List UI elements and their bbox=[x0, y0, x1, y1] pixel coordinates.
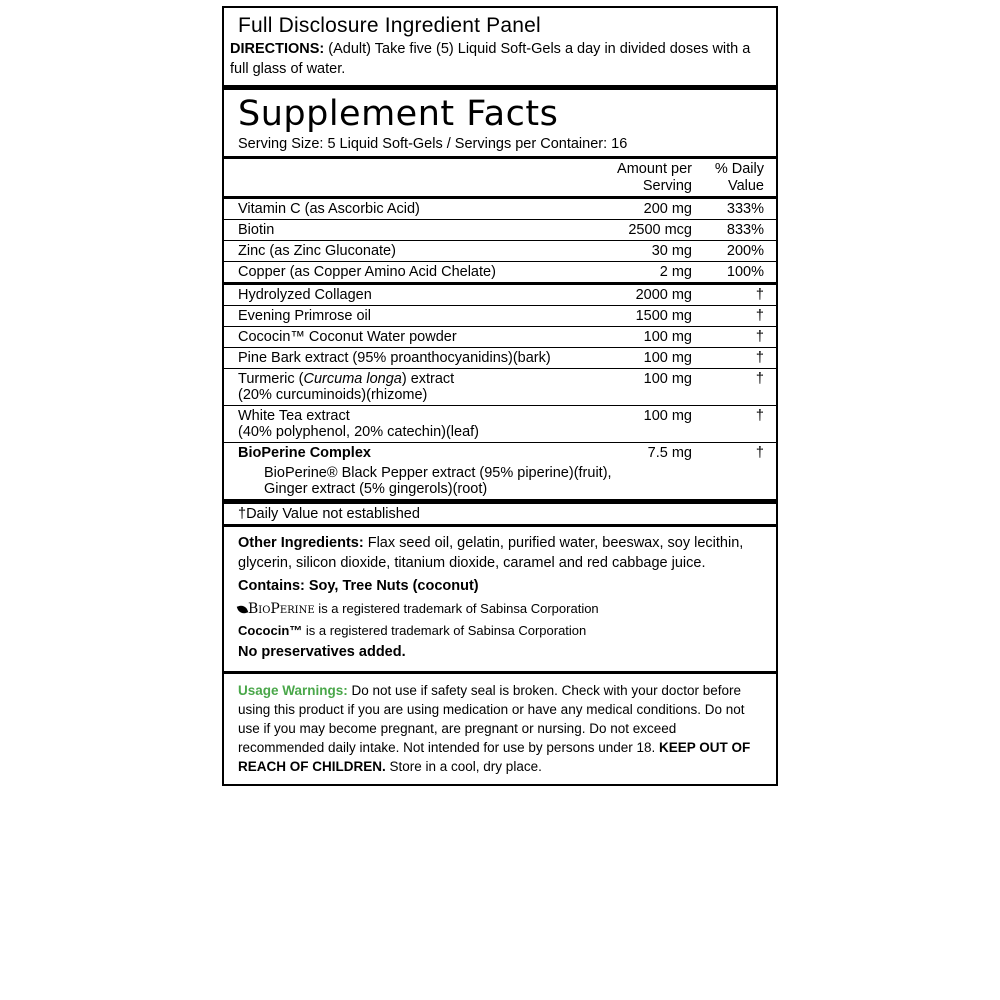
cococin-mark: Cococin™ bbox=[238, 623, 303, 639]
other-ingredients-text: Flax seed oil, gelatin, purified water, beeswax, soy lecithin, glycerin, silicon dioxide, titanium dioxide, caramel and red cabbage juice. bbox=[238, 535, 744, 571]
complex-name: BioPerine Complex bbox=[238, 445, 371, 462]
ingredient-dv: † bbox=[755, 308, 764, 325]
complex-dv: † bbox=[755, 445, 764, 462]
nutrient-amount: 200 mg bbox=[643, 201, 692, 218]
header-amount bbox=[597, 159, 702, 196]
ingredient-amount: 100 mg bbox=[643, 408, 692, 425]
ingredient-amount: 100 mg bbox=[643, 329, 692, 346]
bioperine-mark: BioPerine bbox=[248, 600, 315, 617]
ingredient-dv: † bbox=[755, 287, 764, 304]
no-preservatives-line: No preservatives added. bbox=[238, 644, 406, 661]
directions-body: (Adult) Take five (5) Liquid Soft-Gels a day in divided doses with a full glass of water. bbox=[230, 41, 751, 77]
nutrient-name: Biotin bbox=[238, 222, 275, 239]
header-dv-line2: Value bbox=[727, 177, 764, 194]
table-row bbox=[224, 306, 776, 327]
usage-warnings-tail: Store in a cool, dry place. bbox=[385, 759, 542, 775]
nutrient-dv: 100% bbox=[726, 264, 764, 281]
header-daily-value bbox=[702, 159, 776, 196]
other-ingredients-block bbox=[224, 527, 776, 670]
facts-header-row bbox=[224, 159, 776, 196]
ingredient-name-line2: (20% curcuminoids)(rhizome) bbox=[238, 387, 428, 404]
ingredient-name: Evening Primrose oil bbox=[238, 308, 371, 325]
facts-group-botanicals bbox=[224, 285, 776, 499]
ingredient-latin-name: Curcuma longa bbox=[303, 371, 402, 388]
complex-sub-list bbox=[224, 463, 776, 499]
table-row-complex bbox=[224, 443, 776, 464]
table-row bbox=[224, 406, 776, 443]
cococin-trademark-line bbox=[238, 622, 764, 639]
daily-value-note-table bbox=[224, 504, 776, 524]
daily-value-note-row bbox=[224, 504, 776, 524]
other-ingredients-label: Other Ingredients: bbox=[238, 535, 364, 552]
ingredient-name: Cococin™ Coconut Water powder bbox=[238, 329, 457, 346]
usage-warnings-block bbox=[224, 674, 776, 785]
ingredient-name-line1: White Tea extract bbox=[238, 408, 350, 425]
ingredient-dv: † bbox=[755, 350, 764, 367]
table-row bbox=[224, 369, 776, 406]
table-row bbox=[224, 327, 776, 348]
ingredient-dv: † bbox=[755, 408, 764, 425]
nutrient-name: Zinc (as Zinc Gluconate) bbox=[238, 243, 396, 260]
complex-sub-row bbox=[224, 463, 776, 499]
usage-warnings-text: Do not use if safety seal is broken. Check with your doctor before using this product if you are using medication or have any medical conditions. Do not use if you may become pregnant, are pregnant or nursing. Do not exceed recommended daily intake. Not intended for use by persons under 18. bbox=[238, 682, 745, 756]
complex-amount: 7.5 mg bbox=[647, 445, 692, 462]
ingredient-amount: 2000 mg bbox=[635, 287, 692, 304]
daily-value-note: †Daily Value not established bbox=[238, 506, 420, 523]
serving-size-line: Serving Size: 5 Liquid Soft-Gels / Servings per Container: 16 bbox=[238, 136, 628, 153]
ingredient-name bbox=[224, 406, 597, 443]
contains-line: Contains: Soy, Tree Nuts (coconut) bbox=[238, 577, 479, 594]
ingredient-amount: 1500 mg bbox=[635, 308, 692, 325]
ingredient-name bbox=[224, 369, 597, 406]
supplement-facts-panel bbox=[222, 6, 778, 786]
ingredient-name: Hydrolyzed Collagen bbox=[238, 287, 372, 304]
usage-warnings-caps: KEEP OUT OF REACH OF CHILDREN. bbox=[238, 740, 751, 775]
ingredient-amount: 100 mg bbox=[643, 350, 692, 367]
ingredient-name-line2: (40% polyphenol, 20% catechin)(leaf) bbox=[238, 424, 479, 441]
complex-sub-line2: Ginger extract (5% gingerols)(root) bbox=[264, 481, 488, 498]
ingredient-name: Pine Bark extract (95% proanthocyanidins)(bark) bbox=[238, 350, 551, 367]
header-blank bbox=[224, 159, 597, 196]
nutrient-dv: 333% bbox=[726, 201, 764, 218]
table-row bbox=[224, 220, 776, 241]
table-row bbox=[224, 262, 776, 283]
full-disclosure-title: Full Disclosure Ingredient Panel bbox=[238, 14, 541, 37]
ingredient-amount: 100 mg bbox=[643, 371, 692, 388]
table-row bbox=[224, 285, 776, 305]
bioperine-trademark-text: is a registered trademark of Sabinsa Corporation bbox=[314, 600, 599, 616]
nutrient-dv: 200% bbox=[726, 243, 764, 260]
facts-table bbox=[224, 159, 776, 196]
table-row bbox=[224, 348, 776, 369]
supplement-facts-title: Supplement Facts bbox=[238, 94, 559, 135]
bioperine-trademark-line bbox=[238, 600, 764, 618]
table-row bbox=[224, 199, 776, 219]
directions-label: DIRECTIONS: bbox=[230, 41, 325, 57]
ingredient-dv: † bbox=[755, 371, 764, 388]
ingredient-name-part2: ) extract bbox=[401, 371, 455, 388]
nutrient-amount: 30 mg bbox=[651, 243, 692, 260]
usage-warnings-label: Usage Warnings: bbox=[238, 682, 348, 698]
leaf-icon bbox=[237, 604, 249, 616]
nutrient-amount: 2500 mcg bbox=[628, 222, 692, 239]
header-amount-line1: Amount per bbox=[617, 161, 692, 178]
facts-group-vitamins bbox=[224, 199, 776, 282]
nutrient-name: Copper (as Copper Amino Acid Chelate) bbox=[238, 264, 496, 281]
nutrient-dv: 833% bbox=[726, 222, 764, 239]
header-dv-line1: % Daily bbox=[714, 161, 764, 178]
nutrient-amount: 2 mg bbox=[659, 264, 692, 281]
header-amount-line2: Serving bbox=[642, 177, 692, 194]
complex-sub-line1: BioPerine® Black Pepper extract (95% piperine)(fruit), bbox=[264, 465, 612, 482]
cococin-trademark-text: is a registered trademark of Sabinsa Corporation bbox=[302, 623, 587, 639]
ingredient-dv: † bbox=[755, 329, 764, 346]
other-ingredients-line bbox=[238, 534, 764, 572]
ingredient-name-part1: Turmeric ( bbox=[238, 371, 304, 388]
directions-text bbox=[224, 40, 776, 85]
table-row bbox=[224, 241, 776, 262]
nutrient-name: Vitamin C (as Ascorbic Acid) bbox=[238, 201, 420, 218]
